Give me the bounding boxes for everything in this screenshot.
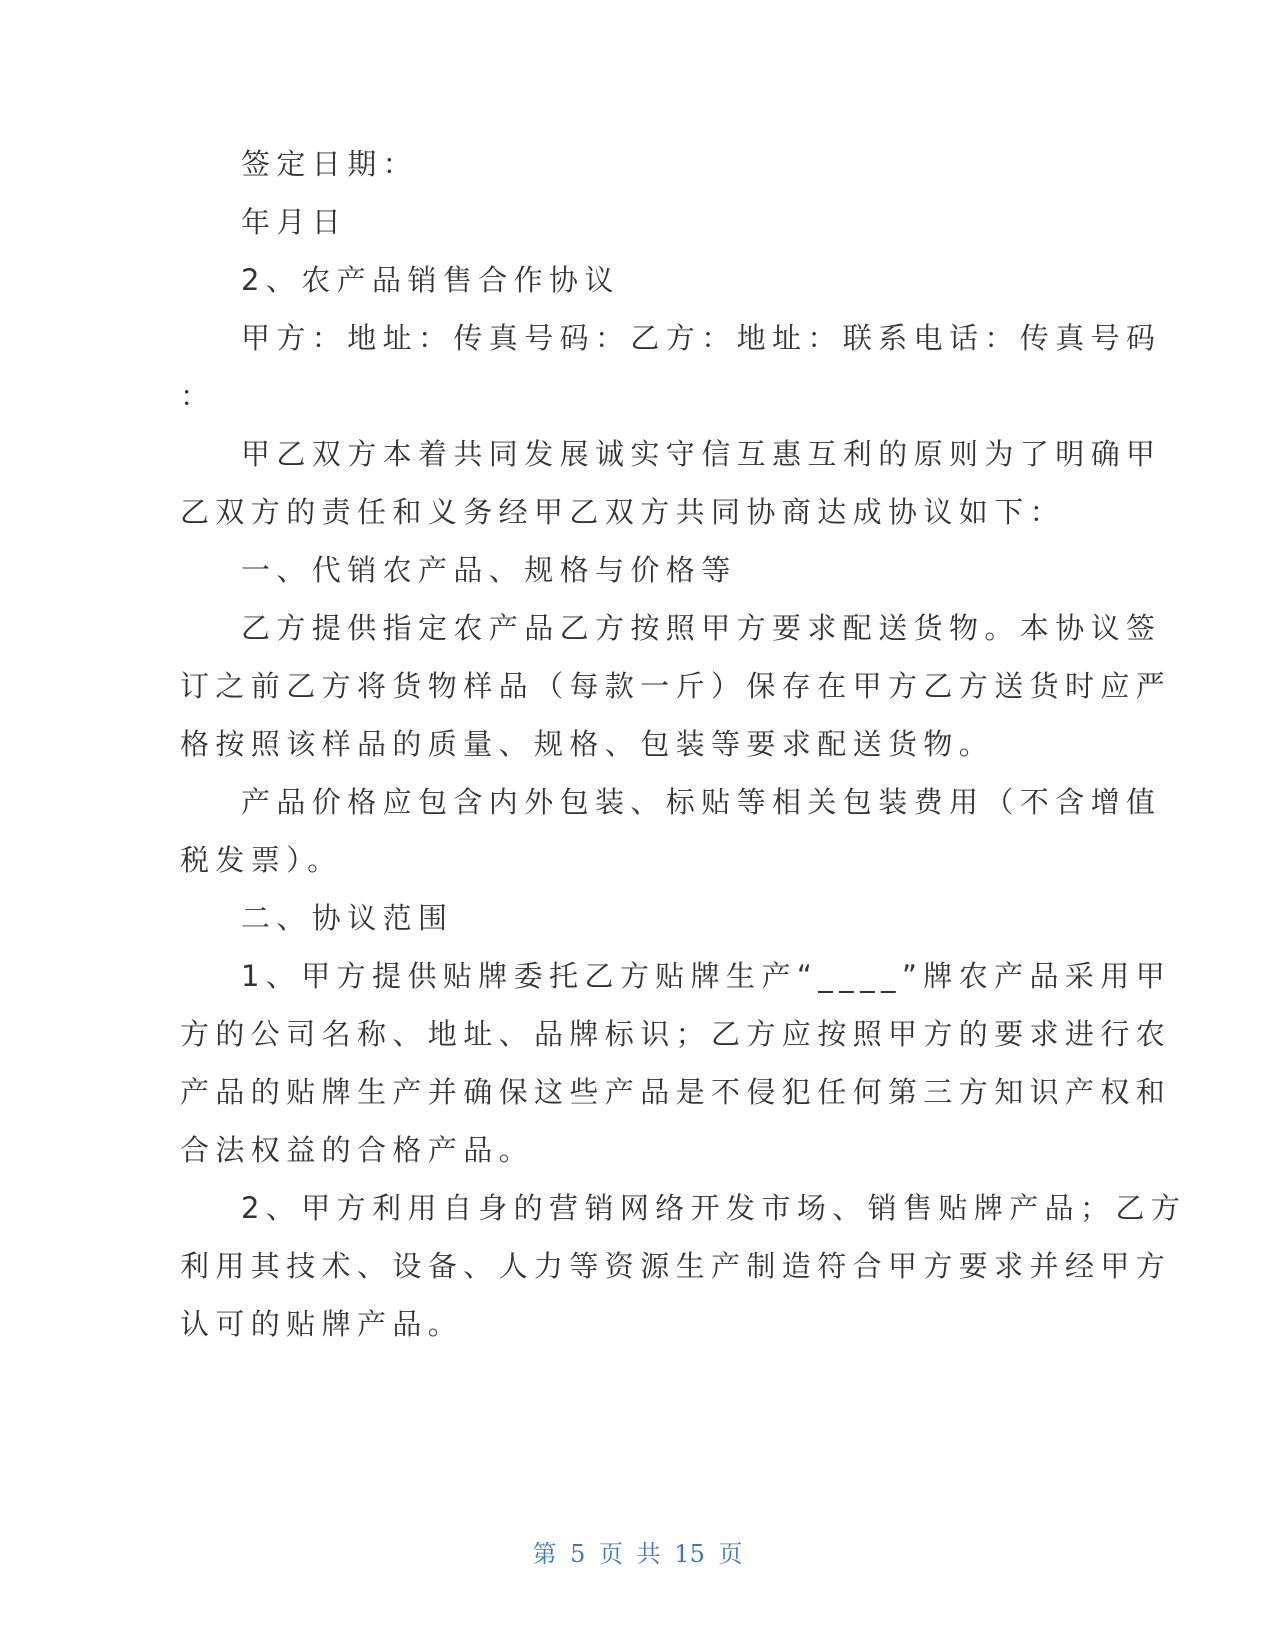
paragraph-line: 1、甲方提供贴牌委托乙方贴牌生产“____”牌农产品采用甲 xyxy=(241,959,1172,993)
paragraph-line: 甲乙双方本着共同发展诚实守信互惠互利的原则为了明确甲 xyxy=(241,437,1162,471)
page-number-footer: 第 5 页 共 15 页 xyxy=(532,1540,743,1568)
paragraph-line: 合法权益的合格产品。 xyxy=(180,1133,535,1167)
paragraph-line: 产品的贴牌生产并确保这些产品是不侵犯任何第三方知识产权和 xyxy=(180,1075,1172,1109)
section-heading-2: 二、协议范围 xyxy=(241,901,454,935)
paragraph-line: 格按照该样品的质量、规格、包装等要求配送货物。 xyxy=(180,727,995,761)
paragraph-line: 订之前乙方将货物样品（每款一斤）保存在甲方乙方送货时应严 xyxy=(180,669,1172,703)
paragraph-line: 乙方提供指定农产品乙方按照甲方要求配送货物。本协议签 xyxy=(241,611,1162,645)
parties-info: 甲方：地址：传真号码：乙方：地址：联系电话：传真号码 xyxy=(241,321,1162,355)
paragraph-line: 方的公司名称、地址、品牌标识；乙方应按照甲方的要求进行农 xyxy=(180,1017,1172,1051)
paragraph-line: 认可的贴牌产品。 xyxy=(180,1307,464,1341)
section-heading-1: 一、代销农产品、规格与价格等 xyxy=(241,553,737,587)
paragraph-line: 产品价格应包含内外包装、标贴等相关包装费用（不含增值 xyxy=(241,785,1162,819)
paragraph-line: 利用其技术、设备、人力等资源生产制造符合甲方要求并经甲方 xyxy=(180,1249,1172,1283)
parties-info-continued: ： xyxy=(180,379,216,413)
signing-date-label: 签定日期： xyxy=(241,147,419,181)
agreement-title: 2、农产品销售合作协议 xyxy=(241,263,620,297)
paragraph-line: 2、甲方利用自身的营销网络开发市场、销售贴牌产品；乙方 xyxy=(241,1191,1187,1225)
paragraph-line: 乙双方的责任和义务经甲乙双方共同协商达成协议如下： xyxy=(180,495,1066,529)
paragraph-line: 税发票）。 xyxy=(180,843,343,877)
date-placeholder: 年月日 xyxy=(241,205,348,239)
